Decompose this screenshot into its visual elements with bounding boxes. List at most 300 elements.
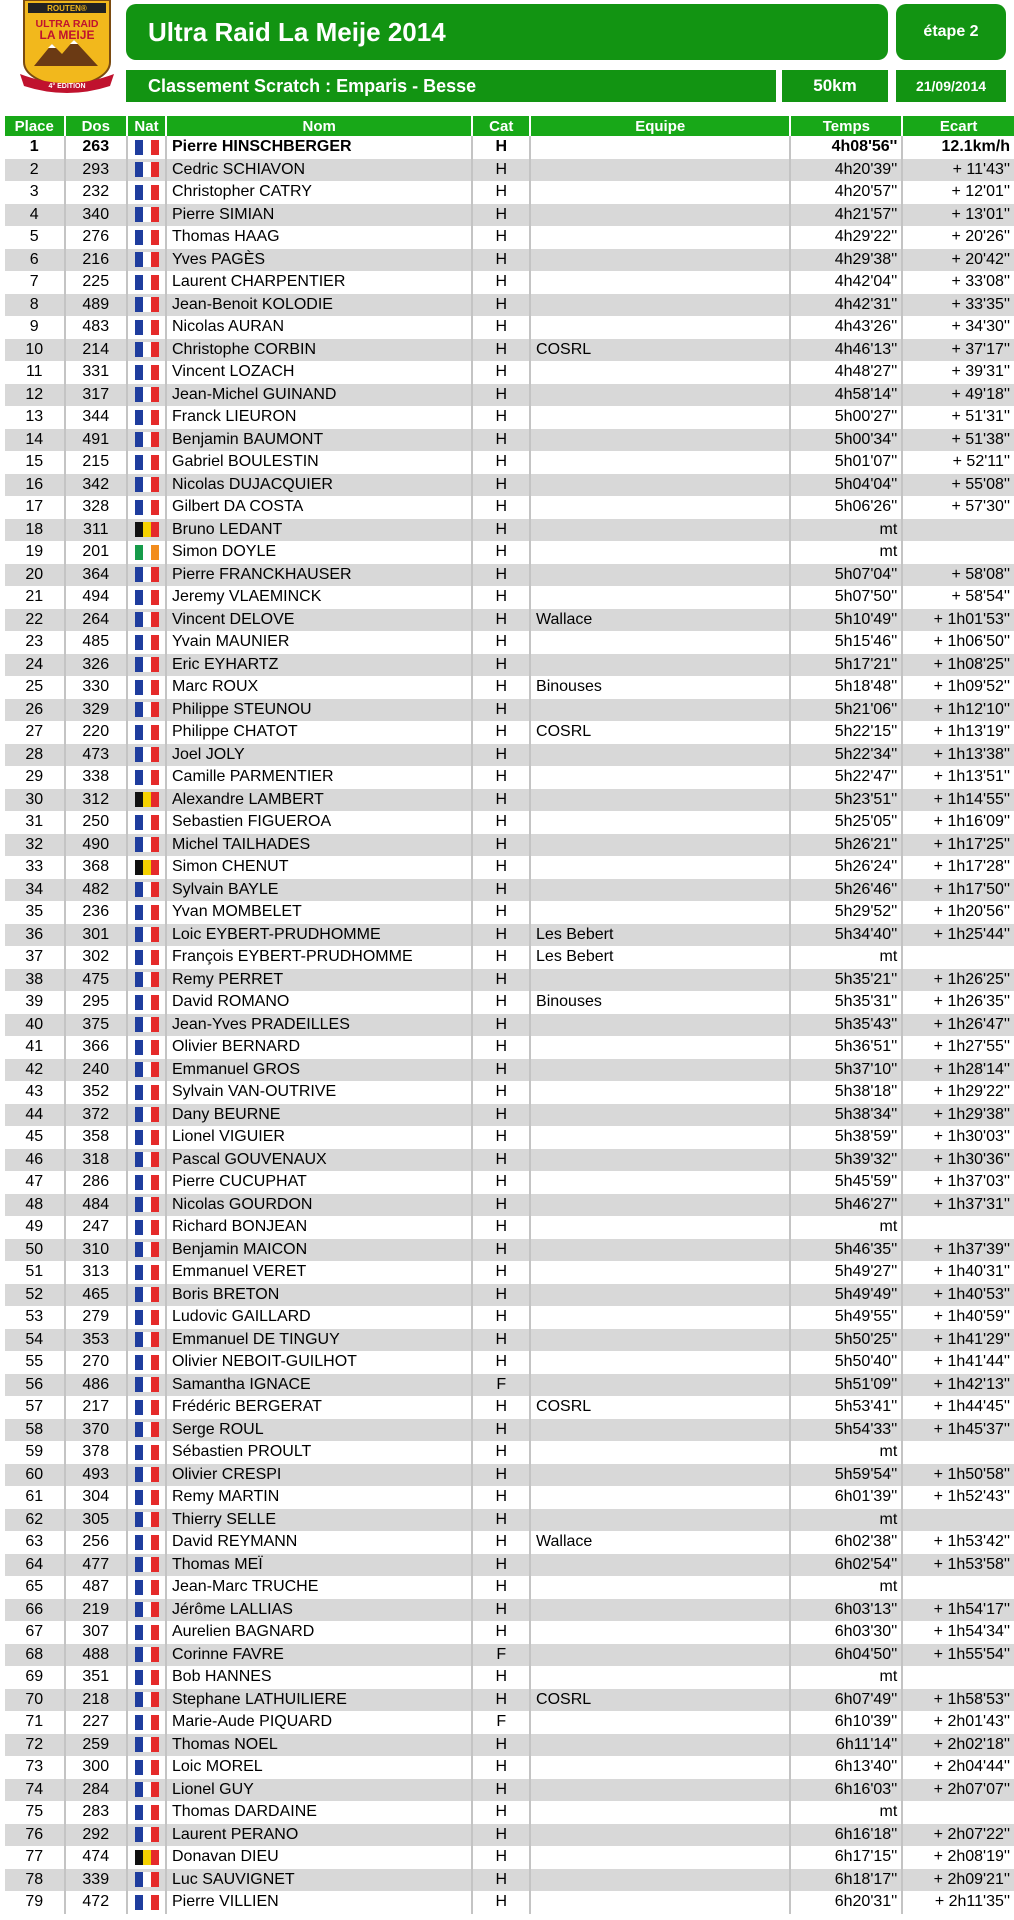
dos-cell: 486 xyxy=(65,1374,128,1397)
team-cell xyxy=(530,811,790,834)
team-cell xyxy=(530,541,790,564)
name-cell: Gabriel BOULESTIN xyxy=(166,451,472,474)
gap-cell: + 1h13'19'' xyxy=(902,721,1014,744)
place-cell: 20 xyxy=(5,564,65,587)
col-nat: Nat xyxy=(127,116,166,136)
dos-cell: 368 xyxy=(65,856,128,879)
name-cell: Joel JOLY xyxy=(166,744,472,767)
name-cell: David ROMANO xyxy=(166,991,472,1014)
flag-icon xyxy=(135,230,159,245)
dos-cell: 284 xyxy=(65,1779,128,1802)
time-cell: 4h29'22'' xyxy=(790,226,902,249)
time-cell: 5h01'07'' xyxy=(790,451,902,474)
cat-cell: H xyxy=(472,1689,530,1712)
flag-icon xyxy=(135,1692,159,1707)
place-cell: 76 xyxy=(5,1824,65,1847)
flag-icon xyxy=(135,680,159,695)
team-cell xyxy=(530,699,790,722)
place-cell: 12 xyxy=(5,384,65,407)
flag-icon xyxy=(135,770,159,785)
name-cell: Emmanuel GROS xyxy=(166,1059,472,1082)
dos-cell: 465 xyxy=(65,1284,128,1307)
place-cell: 10 xyxy=(5,339,65,362)
flag-icon xyxy=(135,1895,159,1910)
name-cell: Thomas NOEL xyxy=(166,1734,472,1757)
dos-cell: 351 xyxy=(65,1666,128,1689)
dos-cell: 304 xyxy=(65,1486,128,1509)
gap-cell: + 1h17'25'' xyxy=(902,834,1014,857)
time-cell: 5h04'04'' xyxy=(790,474,902,497)
table-row xyxy=(5,361,1014,384)
flag-icon xyxy=(135,1512,159,1527)
table-row xyxy=(5,1464,1014,1487)
flag-icon xyxy=(135,1287,159,1302)
cat-cell: H xyxy=(472,1554,530,1577)
results-table xyxy=(5,116,1014,1914)
dos-cell: 283 xyxy=(65,1801,128,1824)
table-row xyxy=(5,1329,1014,1352)
place-cell: 65 xyxy=(25,1578,44,1596)
place-cell: 67 xyxy=(25,1623,44,1641)
gap-cell: + 1h53'42'' xyxy=(902,1531,1014,1554)
name-cell: Marie-Aude PIQUARD xyxy=(166,1711,472,1734)
dos-cell: 340 xyxy=(65,204,128,227)
table-row xyxy=(5,1216,1014,1239)
gap-cell: + 34'30'' xyxy=(902,316,1014,339)
team-cell xyxy=(530,1261,790,1284)
cat-cell: H xyxy=(472,1531,530,1554)
place-cell: 74 xyxy=(5,1779,65,1802)
nat-cell xyxy=(127,879,166,902)
place-cell: 71 xyxy=(25,1713,44,1731)
team-cell: Wallace xyxy=(530,1531,790,1554)
team-cell: COSRL xyxy=(530,1396,790,1419)
time-cell: 4h58'14'' xyxy=(790,384,902,407)
team-cell xyxy=(530,474,790,497)
place-cell: 34 xyxy=(5,879,65,902)
flag-icon xyxy=(135,1535,159,1550)
dos-cell: 477 xyxy=(65,1554,128,1577)
flag-icon xyxy=(135,950,159,965)
cat-cell: H xyxy=(472,586,530,609)
time-cell: 5h18'48'' xyxy=(790,676,902,699)
place-cell: 77 xyxy=(25,1848,44,1866)
place-cell: 15 xyxy=(25,453,44,471)
table-row xyxy=(5,1756,1014,1779)
time-cell: 4h42'04'' xyxy=(790,271,902,294)
table-row xyxy=(5,1194,1014,1217)
flag-icon xyxy=(135,1422,159,1437)
dos-cell: 220 xyxy=(65,721,128,744)
nat-cell xyxy=(127,1126,166,1149)
flag-icon xyxy=(135,1377,159,1392)
nat-cell xyxy=(127,1554,166,1577)
flag-icon xyxy=(135,1557,159,1572)
nat-cell xyxy=(127,1846,166,1869)
dos-cell: 326 xyxy=(65,654,128,677)
team-cell xyxy=(530,1599,790,1622)
team-cell xyxy=(530,271,790,294)
cat-cell: H xyxy=(472,1441,530,1464)
nat-cell xyxy=(127,1329,166,1352)
cat-cell: H xyxy=(472,654,530,677)
dos-cell: 484 xyxy=(65,1194,128,1217)
time-cell: 5h00'27'' xyxy=(790,406,902,429)
place-cell: 55 xyxy=(25,1353,44,1371)
time-cell: 5h38'18'' xyxy=(790,1081,902,1104)
name-cell: Thierry SELLE xyxy=(166,1509,472,1532)
table-row xyxy=(5,1554,1014,1577)
name-cell: Philippe STEUNOU xyxy=(166,699,472,722)
gap-cell: + 2h07'07'' xyxy=(902,1779,1014,1802)
place-cell: 36 xyxy=(5,924,65,947)
place-cell: 44 xyxy=(5,1104,65,1127)
gap-cell: + 11'43'' xyxy=(902,159,1014,182)
time-cell: 6h20'31'' xyxy=(790,1891,902,1914)
time-cell: 5h46'27'' xyxy=(790,1194,902,1217)
team-cell xyxy=(530,1621,790,1644)
cat-cell: H xyxy=(472,631,530,654)
table-row xyxy=(5,1576,1014,1599)
dos-cell: 307 xyxy=(65,1621,128,1644)
name-cell: Benjamin MAICON xyxy=(166,1239,472,1262)
cat-cell: H xyxy=(472,361,530,384)
cat-cell: H xyxy=(472,969,530,992)
gap-cell: + 33'08'' xyxy=(902,271,1014,294)
place-cell: 39 xyxy=(25,993,44,1011)
nat-cell xyxy=(127,1464,166,1487)
table-row xyxy=(5,1711,1014,1734)
flag-icon xyxy=(135,905,159,920)
dos-cell: 318 xyxy=(65,1149,128,1172)
table-row xyxy=(5,586,1014,609)
place-cell: 8 xyxy=(5,294,65,317)
dos-cell: 219 xyxy=(65,1599,128,1622)
name-cell: Yvan MOMBELET xyxy=(166,901,472,924)
dos-cell: 295 xyxy=(65,991,128,1014)
cat-cell: H xyxy=(472,294,530,317)
time-cell: 4h21'57'' xyxy=(790,204,902,227)
time-cell: mt xyxy=(790,946,902,969)
time-cell: 6h01'39'' xyxy=(790,1486,902,1509)
place-cell: 56 xyxy=(5,1374,65,1397)
team-cell xyxy=(530,1779,790,1802)
name-cell: Bruno LEDANT xyxy=(166,519,472,542)
nat-cell xyxy=(127,1171,166,1194)
gap-cell xyxy=(902,1666,1014,1689)
gap-cell: + 1h14'55'' xyxy=(902,789,1014,812)
dos-cell: 482 xyxy=(65,879,128,902)
place-cell: 72 xyxy=(5,1734,65,1757)
dos-cell: 364 xyxy=(65,564,128,587)
time-cell: 5h49'27'' xyxy=(790,1261,902,1284)
name-cell: Jean-Benoit KOLODIE xyxy=(166,294,472,317)
cat-cell: H xyxy=(472,1351,530,1374)
time-cell: mt xyxy=(790,1801,902,1824)
cat-cell: H xyxy=(472,1464,530,1487)
flag-icon xyxy=(135,1332,159,1347)
flag-icon xyxy=(135,387,159,402)
cat-cell: H xyxy=(472,519,530,542)
col-nom: Nom xyxy=(166,116,472,136)
table-header-row xyxy=(5,116,1014,136)
place-cell: 5 xyxy=(29,228,39,246)
dos-cell: 331 xyxy=(65,361,128,384)
time-cell: 4h08'56'' xyxy=(790,136,902,159)
team-cell xyxy=(530,631,790,654)
gap-cell: + 2h04'44'' xyxy=(902,1756,1014,1779)
name-cell: Camille PARMENTIER xyxy=(166,766,472,789)
table-row xyxy=(5,1149,1014,1172)
place-cell: 38 xyxy=(5,969,65,992)
nat-cell xyxy=(127,946,166,969)
flag-icon xyxy=(135,1715,159,1730)
cat-cell: H xyxy=(472,496,530,519)
dos-cell: 366 xyxy=(65,1036,128,1059)
gap-cell: + 1h50'58'' xyxy=(902,1464,1014,1487)
nat-cell xyxy=(127,1216,166,1239)
cat-cell: H xyxy=(472,316,530,339)
table-row xyxy=(5,384,1014,407)
time-cell: 5h35'43'' xyxy=(790,1014,902,1037)
flag-icon xyxy=(135,837,159,852)
time-cell: 5h50'25'' xyxy=(790,1329,902,1352)
cat-cell: H xyxy=(472,676,530,699)
dos-cell: 300 xyxy=(65,1756,128,1779)
name-cell: Pierre VILLIEN xyxy=(166,1891,472,1914)
flag-icon xyxy=(135,545,159,560)
time-cell: 6h10'39'' xyxy=(790,1711,902,1734)
nat-cell xyxy=(127,564,166,587)
flag-icon xyxy=(135,1220,159,1235)
time-cell: 5h49'55'' xyxy=(790,1306,902,1329)
cat-cell: H xyxy=(472,924,530,947)
cat-cell: H xyxy=(472,1126,530,1149)
table-row xyxy=(5,811,1014,834)
cat-cell: H xyxy=(472,789,530,812)
dos-cell: 338 xyxy=(65,766,128,789)
nat-cell xyxy=(127,226,166,249)
gap-cell: + 1h26'25'' xyxy=(902,969,1014,992)
gap-cell: + 1h20'56'' xyxy=(902,901,1014,924)
cat-cell: H xyxy=(472,564,530,587)
name-cell: Richard BONJEAN xyxy=(166,1216,472,1239)
nat-cell xyxy=(127,249,166,272)
team-cell xyxy=(530,1869,790,1892)
cat-cell: H xyxy=(472,1666,530,1689)
gap-cell: + 1h42'13'' xyxy=(902,1374,1014,1397)
dos-cell: 247 xyxy=(65,1216,128,1239)
table-row xyxy=(5,474,1014,497)
team-cell xyxy=(530,181,790,204)
name-cell: Alexandre LAMBERT xyxy=(166,789,472,812)
gap-cell: + 1h12'10'' xyxy=(902,699,1014,722)
team-cell xyxy=(530,1711,790,1734)
gap-cell: + 1h17'50'' xyxy=(902,879,1014,902)
name-cell: Jean-Yves PRADEILLES xyxy=(166,1014,472,1037)
team-cell xyxy=(530,1801,790,1824)
place-cell: 62 xyxy=(5,1509,65,1532)
gap-cell: + 1h27'55'' xyxy=(902,1036,1014,1059)
nat-cell xyxy=(127,766,166,789)
flag-icon xyxy=(135,725,159,740)
time-cell: mt xyxy=(790,1216,902,1239)
place-cell: 59 xyxy=(25,1443,44,1461)
flag-icon xyxy=(135,1827,159,1842)
name-cell: Remy MARTIN xyxy=(166,1486,472,1509)
flag-icon xyxy=(135,1760,159,1775)
gap-cell: + 13'01'' xyxy=(902,204,1014,227)
flag-icon xyxy=(135,1805,159,1820)
place-cell: 63 xyxy=(25,1533,44,1551)
flag-icon xyxy=(135,815,159,830)
dos-cell: 344 xyxy=(65,406,128,429)
cat-cell: H xyxy=(472,1734,530,1757)
dos-cell: 339 xyxy=(65,1869,128,1892)
flag-icon xyxy=(135,410,159,425)
gap-cell xyxy=(902,1441,1014,1464)
cat-cell: H xyxy=(472,1396,530,1419)
dos-cell: 328 xyxy=(65,496,128,519)
time-cell: 5h39'32'' xyxy=(790,1149,902,1172)
dos-cell: 218 xyxy=(65,1689,128,1712)
nat-cell xyxy=(127,811,166,834)
flag-icon xyxy=(135,1625,159,1640)
nat-cell xyxy=(127,1599,166,1622)
flag-icon xyxy=(135,1670,159,1685)
place-cell: 23 xyxy=(25,633,44,651)
place-cell: 22 xyxy=(5,609,65,632)
nat-cell xyxy=(127,1306,166,1329)
cat-cell: H xyxy=(472,991,530,1014)
flag-icon xyxy=(135,1040,159,1055)
gap-cell: + 1h06'50'' xyxy=(902,631,1014,654)
nat-cell xyxy=(127,1621,166,1644)
flag-icon xyxy=(135,612,159,627)
cat-cell: H xyxy=(472,1779,530,1802)
flag-icon xyxy=(135,1872,159,1887)
col-dos: Dos xyxy=(65,116,128,136)
dos-cell: 488 xyxy=(65,1644,128,1667)
flag-icon xyxy=(135,590,159,605)
nat-cell xyxy=(127,1059,166,1082)
name-cell: Sébastien PROULT xyxy=(166,1441,472,1464)
cat-cell: H xyxy=(472,1081,530,1104)
cat-cell: H xyxy=(472,1419,530,1442)
name-cell: Lionel GUY xyxy=(166,1779,472,1802)
table-row xyxy=(5,271,1014,294)
gap-cell: + 2h07'22'' xyxy=(902,1824,1014,1847)
place-cell: 18 xyxy=(5,519,65,542)
nat-cell xyxy=(127,474,166,497)
place-cell: 35 xyxy=(25,903,44,921)
name-cell: Samantha IGNACE xyxy=(166,1374,472,1397)
gap-cell: + 58'08'' xyxy=(902,564,1014,587)
flag-icon xyxy=(135,1782,159,1797)
place-cell: 45 xyxy=(25,1128,44,1146)
time-cell: 4h43'26'' xyxy=(790,316,902,339)
dos-cell: 311 xyxy=(65,519,128,542)
dos-cell: 489 xyxy=(65,294,128,317)
nat-cell xyxy=(127,1396,166,1419)
place-cell: 51 xyxy=(25,1263,44,1281)
name-cell: Frédéric BERGERAT xyxy=(166,1396,472,1419)
time-cell: 5h26'21'' xyxy=(790,834,902,857)
nat-cell xyxy=(127,1509,166,1532)
table-row xyxy=(5,1824,1014,1847)
table-row xyxy=(5,1689,1014,1712)
table-row xyxy=(5,1239,1014,1262)
time-cell: mt xyxy=(790,1666,902,1689)
table-row xyxy=(5,406,1014,429)
place-cell: 78 xyxy=(5,1869,65,1892)
place-cell: 75 xyxy=(25,1803,44,1821)
dos-cell: 475 xyxy=(65,969,128,992)
flag-icon xyxy=(135,1152,159,1167)
name-cell: Pierre HINSCHBERGER xyxy=(166,136,472,159)
cat-cell: H xyxy=(472,744,530,767)
dos-cell: 232 xyxy=(65,181,128,204)
table-row xyxy=(5,451,1014,474)
name-cell: Vincent DELOVE xyxy=(166,609,472,632)
gap-cell: + 2h09'21'' xyxy=(902,1869,1014,1892)
dos-cell: 259 xyxy=(65,1734,128,1757)
dos-cell: 236 xyxy=(65,901,128,924)
time-cell: 6h02'54'' xyxy=(790,1554,902,1577)
time-cell: 5h07'04'' xyxy=(790,564,902,587)
team-cell xyxy=(530,1554,790,1577)
table-row xyxy=(5,1036,1014,1059)
nat-cell xyxy=(127,744,166,767)
flag-icon xyxy=(135,1580,159,1595)
flag-icon xyxy=(135,1467,159,1482)
nat-cell xyxy=(127,1351,166,1374)
team-cell xyxy=(530,1351,790,1374)
dos-cell: 250 xyxy=(65,811,128,834)
name-cell: Sebastien FIGUEROA xyxy=(166,811,472,834)
table-row xyxy=(5,1081,1014,1104)
gap-cell: + 1h08'25'' xyxy=(902,654,1014,677)
time-cell: 5h22'15'' xyxy=(790,721,902,744)
nat-cell xyxy=(127,406,166,429)
place-cell: 70 xyxy=(5,1689,65,1712)
team-cell xyxy=(530,564,790,587)
team-cell: Les Bebert xyxy=(530,924,790,947)
flag-icon xyxy=(135,500,159,515)
table-row xyxy=(5,1059,1014,1082)
time-cell: 4h48'27'' xyxy=(790,361,902,384)
time-cell: 5h49'49'' xyxy=(790,1284,902,1307)
gap-cell: + 1h16'09'' xyxy=(902,811,1014,834)
dos-cell: 225 xyxy=(65,271,128,294)
name-cell: Franck LIEURON xyxy=(166,406,472,429)
time-cell: 5h36'51'' xyxy=(790,1036,902,1059)
name-cell: Lionel VIGUIER xyxy=(166,1126,472,1149)
table-row xyxy=(5,609,1014,632)
team-cell xyxy=(530,1509,790,1532)
team-cell xyxy=(530,451,790,474)
time-cell: 6h16'18'' xyxy=(790,1824,902,1847)
place-cell: 64 xyxy=(5,1554,65,1577)
name-cell: Emmanuel VERET xyxy=(166,1261,472,1284)
gap-cell: + 2h01'43'' xyxy=(902,1711,1014,1734)
name-cell: Loic EYBERT-PRUDHOMME xyxy=(166,924,472,947)
team-cell: Wallace xyxy=(530,609,790,632)
table-row xyxy=(5,496,1014,519)
gap-cell: + 2h08'19'' xyxy=(902,1846,1014,1869)
team-cell xyxy=(530,1149,790,1172)
nat-cell xyxy=(127,316,166,339)
